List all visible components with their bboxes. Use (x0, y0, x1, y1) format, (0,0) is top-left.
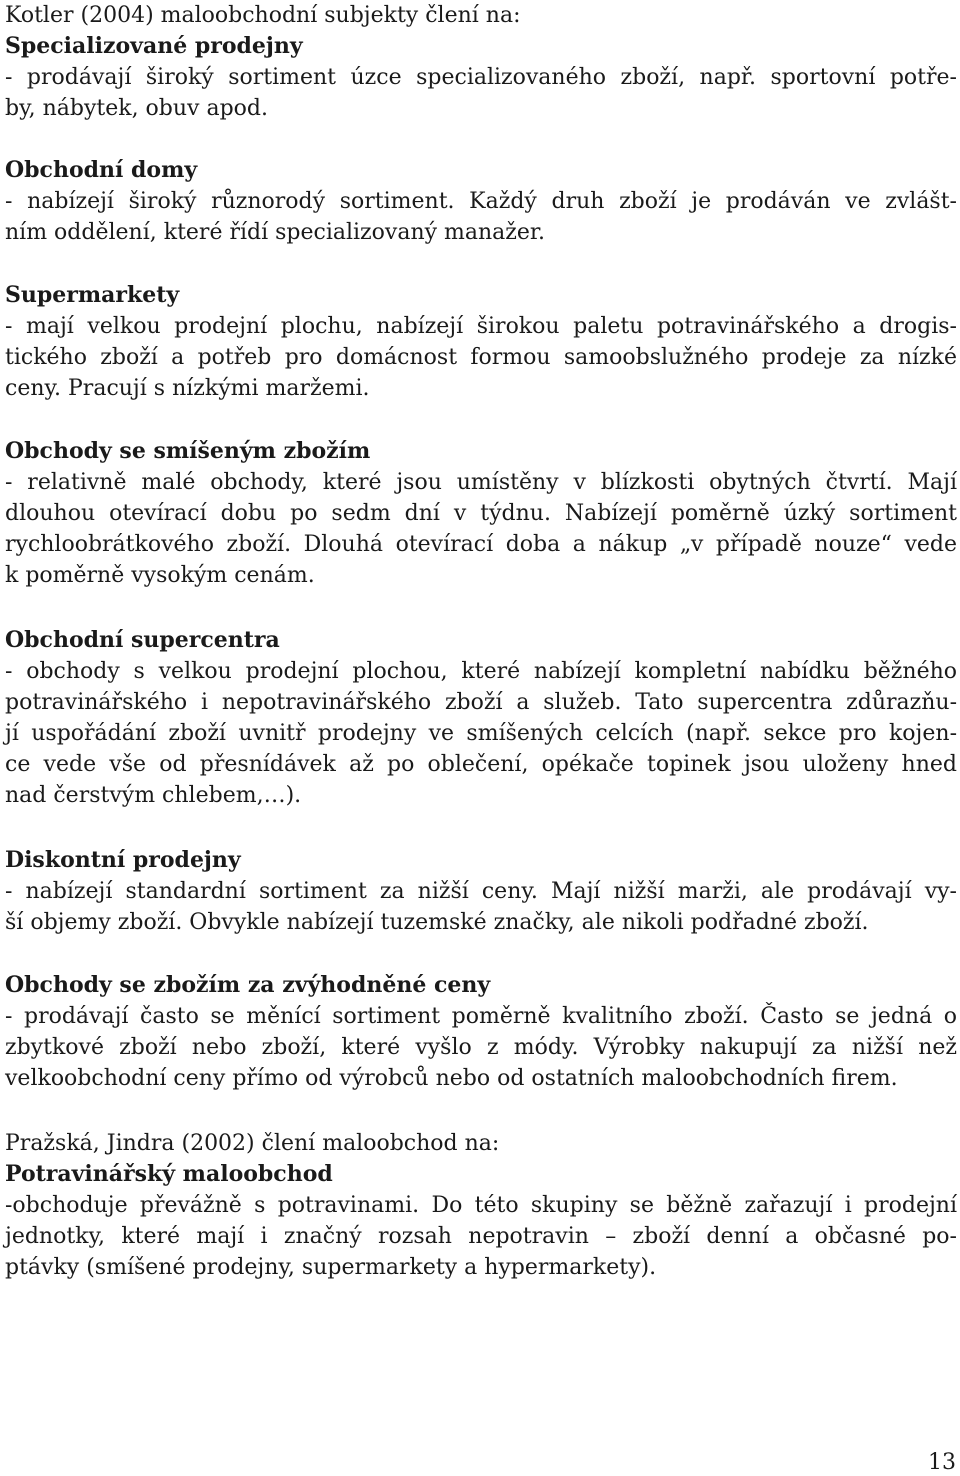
paragraph-line: - nabízejí standardní sortiment za nižší ceny. Mají nižší marži, ale prodávají vy- (5, 879, 957, 904)
paragraph-line: ním oddělení, které řídí specializovaný manažer. (5, 220, 545, 245)
intro-line: Kotler (2004) maloobchodní subjekty člení na: (5, 3, 521, 28)
paragraph-line: - obchody s velkou prodejní plochou, které nabízejí kompletní nabídku běžného (5, 659, 957, 684)
paragraph-line: nad čerstvým chlebem,…). (5, 783, 302, 808)
paragraph-line: jí uspořádání zboží uvnitř prodejny ve smíšených celcích (např. sekce pro kojen- (5, 721, 957, 746)
heading-obchody-se-zbozim-za-zvyhodnene-ceny: Obchody se zbožím za zvýhodněné ceny (5, 972, 491, 998)
paragraph-line: velkoobchodní ceny přímo od výrobců nebo od ostatních maloobchodních firem. (5, 1066, 898, 1091)
paragraph-line: tického zboží a potřeb pro domácnost formou samoobslužného prodeje za nízké (5, 345, 957, 370)
paragraph-line: - relativně malé obchody, které jsou umístěny v blízkosti obytných čtvrtí. Mají (5, 470, 957, 495)
intro-line: Pražská, Jindra (2002) člení maloobchod na: (5, 1131, 500, 1156)
paragraph-line: zbytkové zboží nebo zboží, které vyšlo z módy. Výrobky nakupují za nižší než (5, 1035, 957, 1060)
heading-specializovane-prodejny: Specializované prodejny (5, 33, 303, 59)
paragraph-line: dlouhou otevírací dobu po sedm dní v týdnu. Nabízejí poměrně úzký sortiment (5, 501, 957, 526)
paragraph-line: jednotky, které mají i značný rozsah nepotravin – zboží denní a občasné po- (5, 1224, 957, 1249)
paragraph-line: - prodávají široký sortiment úzce specializovaného zboží, např. sportovní potře- (5, 65, 957, 90)
heading-obchodni-supercentra: Obchodní supercentra (5, 627, 280, 653)
paragraph-line: - mají velkou prodejní plochu, nabízejí širokou paletu potravinářského a drogis- (5, 314, 957, 339)
paragraph-line: ceny. Pracují s nízkými maržemi. (5, 376, 370, 401)
heading-obchody-se-smisenym-zbozim: Obchody se smíšeným zbožím (5, 438, 371, 464)
paragraph-line: - nabízejí široký různorodý sortiment. Každý druh zboží je prodáván ve zvlášt- (5, 189, 957, 214)
heading-obchodni-domy: Obchodní domy (5, 157, 198, 183)
paragraph-line: by, nábytek, obuv apod. (5, 96, 268, 121)
heading-diskontni-prodejny: Diskontní prodejny (5, 847, 241, 873)
heading-supermarkety: Supermarkety (5, 282, 180, 308)
paragraph-line: rychloobrátkového zboží. Dlouhá otevírací doba a nákup „v případě nouze“ vede (5, 532, 957, 557)
paragraph-line: k poměrně vysokým cenám. (5, 563, 315, 588)
paragraph-line: ptávky (smíšené prodejny, supermarkety a hypermarkety). (5, 1255, 657, 1280)
paragraph-line: ce vede vše od přesnídávek až po oblečení, opékače topinek jsou uloženy hned (5, 752, 957, 777)
paragraph-line: - prodávají často se měnící sortiment poměrně kvalitního zboží. Často se jedná o (5, 1004, 957, 1029)
paragraph-line: potravinářského i nepotravinářského zboží a služeb. Tato supercentra zdůrazňu- (5, 690, 957, 715)
page-number: 13 (928, 1450, 956, 1475)
paragraph-line: ší objemy zboží. Obvykle nabízejí tuzemské značky, ale nikoli podřadné zboží. (5, 910, 869, 935)
heading-potravinarsky-maloobchod: Potravinářský maloobchod (5, 1161, 333, 1187)
paragraph-line: -obchoduje převážně s potravinami. Do této skupiny se běžně zařazují i prodejní (5, 1193, 957, 1218)
